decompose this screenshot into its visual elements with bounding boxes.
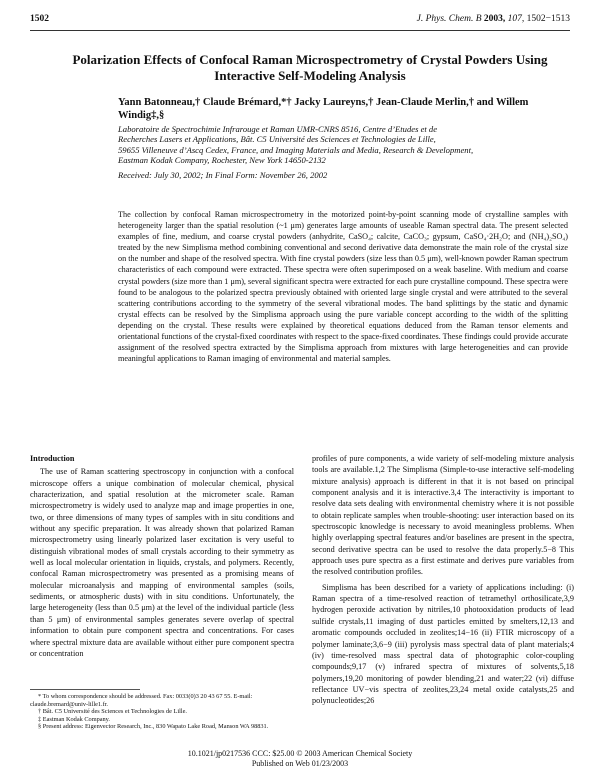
body-paragraph: profiles of pure components, a wide variety of self-modeling mixture analysis tools are available.1,2 The Simplisma (Simple-to-use interactive self-modeling mixture analysis) approach is different in that it is not based on principal component analysis and it is interactive.3,4 The interactivity is important to resolve data sets dealing with environmental chemistry where it is not possible to obtain replicate samples when trouble-shooting: user interaction based on its spectroscopic knowledge is necessary to avoid meaningless problems. When highly overlapping spectral features and/or baselines are present in the spectra, second derivative spectra can be used to resolve the data properly.5−8 This approach uses pure spectra as a first estimate and derives pure variables from the resolved contribution profiles.: [312, 454, 574, 577]
abstract: The collection by confocal Raman microspectrometry in the motorized point-by-point scanning mode of crystalline samples with heterogeneity larger than the spatial resolution (~1 μm) generates large amounts of useable Raman spectral data. The present selected examples of fine, medium, and coarse crystal powders (anhydrite, CaSO₄; calcite, CaCO₃; gypsum, CaSO₄·2H₂O; and (NH₄)₂SO₄) treated by the new Simplisma method combining conventional and second derivative data demonstrate the main role of the crystal size on the number and shape of the resolved spectra. With fine crystal powders (size less than 0.5 μm), well-known powder Raman spectrum characteristics of each compound were extracted. These spectra were often superimposed on a weak baseline. With medium and coarse crystal powders (size more than 1 μm), several significant spectra were extracted for each pure crystalline compound. These spectra were found to be analogous to the polarized spectra previously obtained with oriented large single crystal and were attributed to the several scattering contributions according to the symmetry of the several vibrational modes. The band splittings by the static and dynamic crystal effects can be resolved by the Simplisma approach using the pure variable concept according to the width of the splitting depending on the crystal. These results were explained by theoretical equations deduced from the Raman tensor elements and orientational functions of the crystal-fixed coordinates with respect to the space-fixed coordinates. These findings could provide accurate assignment of the resolved spectra extracted by the Simplisma approach from mixtures with large heterogeneities and can provide meaningful applications to Raman imaging of environmental and material samples.: [118, 210, 568, 364]
page-number: 1502: [30, 14, 49, 24]
journal-pages: 1502−1513: [526, 14, 570, 24]
journal-citation: [417, 14, 570, 24]
right-column: [312, 453, 574, 711]
paper-title: Polarization Effects of Confocal Raman Microspectrometry of Crystal Powders Using Interactive Self-Modeling Analysis: [72, 52, 548, 83]
received-dates: Received: July 30, 2002; In Final Form: November 26, 2002: [118, 170, 328, 180]
footnotes: [30, 693, 294, 731]
affiliation-line: 59655 Villeneuve d’Ascq Cedex, France, and Imaging Materials and Media, Research & Development,: [118, 144, 474, 155]
affiliation: [118, 124, 568, 165]
section-heading: Introduction: [30, 454, 75, 463]
body-paragraph: Simplisma has been described for a variety of applications including: (i) Raman spectra of a time-resolved reaction of tetramethyl orthosilicate,3,9 hydrogen peroxide activation by nitriles,10 photooxidation products of lead sulfide crystals,11 imaging of dust particles emitted by smelters,12,13 and aromatic compounds occluded in zeolites;14−16 (ii) FTIR microscopy of a polymer laminate;3,6−9 (iii) pyrolysis mass spectral data of plant materials;4 (iv) time-resolved mass spectral data of photographic color-coupling compounds;9,17 (v) infrared spectra of mixtures of solvents,5,18 polymers,19,20 monitoring of powder blending,21 and water;22 (vi) diffuse reflectance UV−vis spectra of zeolites,23,24 metal oxide catalysts,25 and polynucleotides;26: [312, 582, 574, 706]
journal-year: 2003,: [483, 14, 506, 24]
footnote-rule: [30, 689, 140, 690]
footnote: † Bât. C5 Université des Sciences et Technologies de Lille.: [38, 708, 187, 716]
footnote: * To whom correspondence should be addressed. Fax: 0033(0)3 20 43 67 55. E-mail: claude.bremard@univ-lille1.fr.: [30, 693, 253, 708]
affiliation-line: Laboratoire de Spectrochimie Infrarouge et Raman UMR-CNRS 8516, Centre d’Etudes et de: [118, 124, 438, 134]
left-column: [30, 453, 294, 663]
author-list: Yann Batonneau,† Claude Brémard,*† Jacky Laureyns,† Jean-Claude Merlin,† and Willem Windig‡,§: [118, 97, 529, 121]
page-footer: [30, 749, 570, 769]
header-rule: [30, 30, 570, 31]
running-header: [30, 14, 570, 28]
published-line: Published on Web 01/23/2003: [251, 759, 349, 768]
affiliation-line: Eastman Kodak Company, Rochester, New York 14650-2132: [118, 154, 326, 165]
body-paragraph: The use of Raman scattering spectroscopy in conjunction with a confocal microscope offers a unique combination of molecular chemical, physical characterization, and spatial resolution at the micrometer scale. Raman microspectrometry is widely used to analyze map and image properties in one, two, or three dimensions of many types of samples with in situ conditions and without any specific preparation. It was already shown that polarized Raman microspectrometry using linearly polarized laser excitation is very useful to distinguish vibrational modes of small crystals according to their symmetry as well as local molecular orientation in liquids, crystals, and polymers. Recently, confocal Raman microspectrometry was presented as a promising means of molecular microanalysis and mapping of environmental samples (soils, sediments, or atmospheric dusts) with in situ conditions. Unfortunately, the large heterogeneity (less than 0.5 μm) at the level of the individual particle (less than 5 μm) of environmental samples generates severe overlap of spectral information to obtain pure component spectra and concentrations. For cases where spectral mixture data are available without either pure component spectra or concentration: [30, 467, 294, 658]
footnote: ‡ Eastman Kodak Company.: [38, 715, 110, 723]
doi-line: 10.1021/jp0217536 CCC: $25.00 © 2003 American Chemical Society: [187, 749, 413, 758]
footnote: § Present address: Eigenvector Research, Inc., 830 Wapato Lake Road, Manson WA 98831.: [38, 723, 269, 731]
journal-volume: 107,: [507, 14, 525, 24]
journal-name: J. Phys. Chem. B: [416, 14, 482, 24]
affiliation-line: Recherches Lasers et Applications, Bât. C5 Université des Sciences et Technologies de Lille,: [118, 134, 436, 145]
